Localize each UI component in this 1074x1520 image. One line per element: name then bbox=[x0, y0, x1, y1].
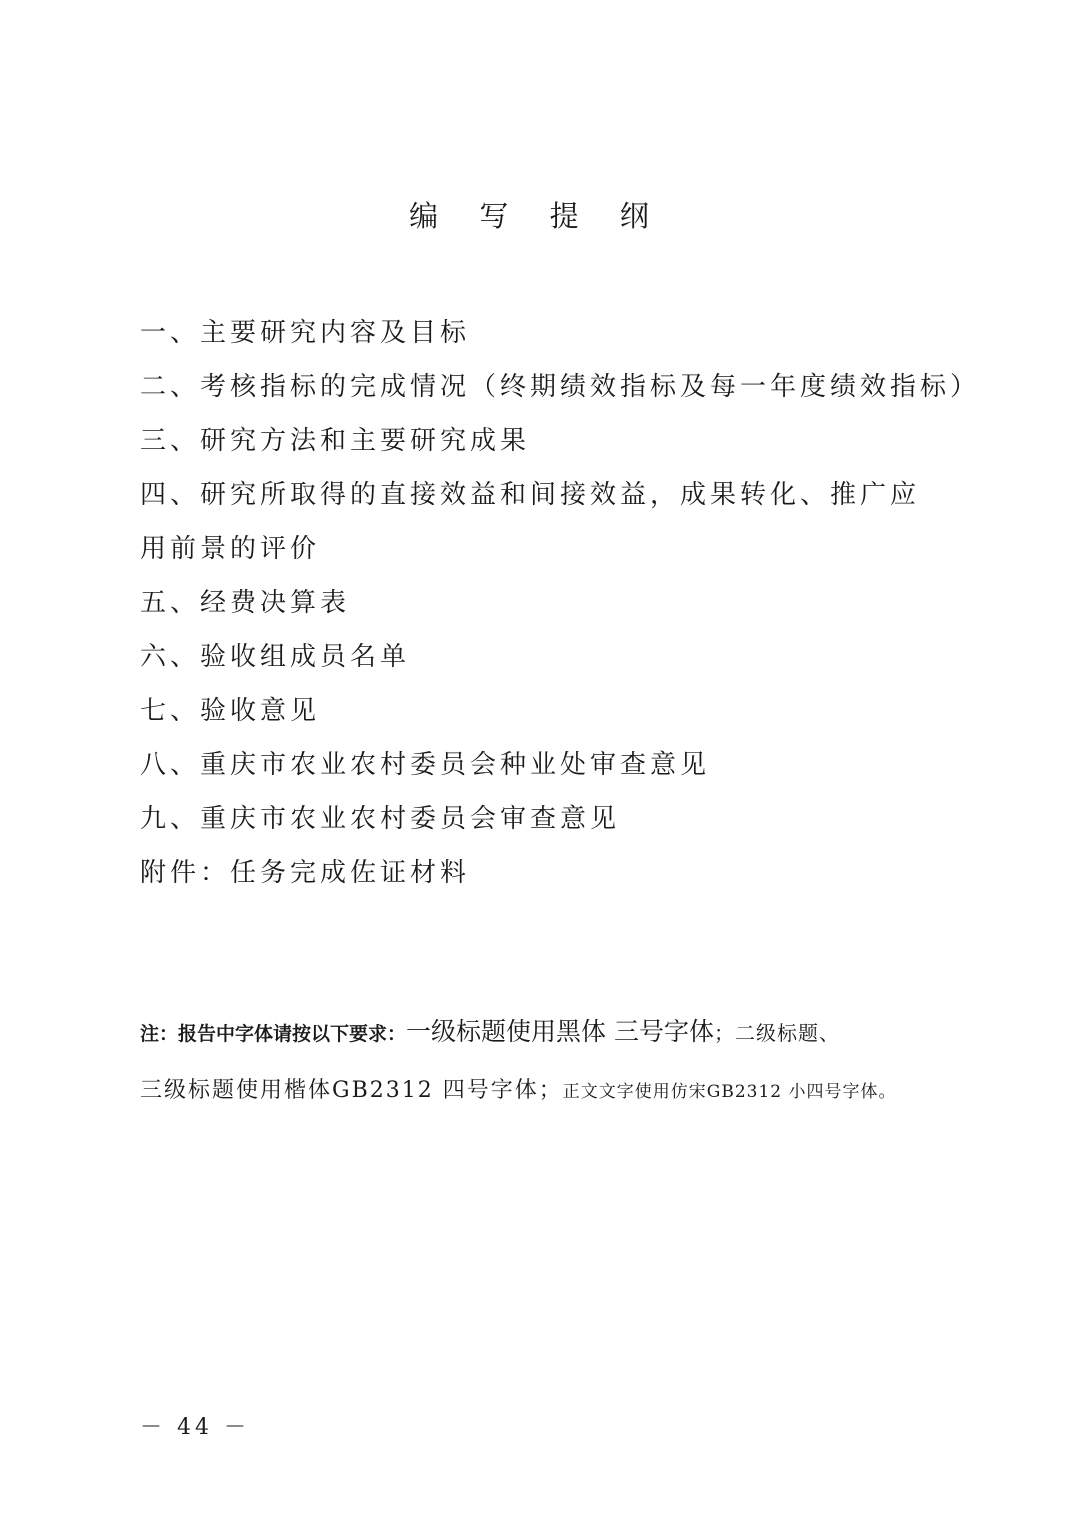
outline-item-1: 一、主要研究内容及目标 bbox=[140, 318, 471, 348]
note-separator-2: ； bbox=[538, 1078, 563, 1103]
outline-item-7: 七、验收意见 bbox=[140, 696, 321, 726]
outline-item-5: 五、经费决算表 bbox=[140, 588, 351, 618]
note-level1-requirement: 一级标题使用黑体 三号字体 bbox=[406, 1017, 714, 1046]
font-requirements-note bbox=[140, 1004, 940, 1120]
note-level3-requirement: 三级标题使用楷体GB2312 四号字体 bbox=[140, 1078, 539, 1103]
document-title: 编 写 提 纲 bbox=[409, 199, 665, 233]
outline-item-9: 九、重庆市农业农村委员会审查意见 bbox=[140, 804, 621, 834]
note-body-requirement: 正文文字使用仿宋GB2312 小四号字体。 bbox=[562, 1082, 897, 1102]
page-number: － 44 － bbox=[140, 1415, 250, 1440]
outline-item-8: 八、重庆市农业农村委员会种业处审查意见 bbox=[140, 750, 711, 780]
note-label: 注：报告中字体请按以下要求： bbox=[140, 1023, 407, 1045]
outline-item-2: 二、考核指标的完成情况（终期绩效指标及每一年度绩效指标） bbox=[140, 372, 981, 402]
outline-item-6: 六、验收组成员名单 bbox=[140, 642, 411, 672]
note-separator-1: ； bbox=[713, 1021, 735, 1045]
note-level2-heading: 二级标题、 bbox=[734, 1021, 840, 1045]
outline-item-attachment: 附件：任务完成佐证材料 bbox=[140, 858, 471, 888]
outline-item-4: 四、研究所取得的直接效益和间接效益，成果转化、推广应用前景的评价 bbox=[140, 480, 921, 564]
outline-list bbox=[140, 306, 981, 900]
outline-item-3: 三、研究方法和主要研究成果 bbox=[140, 426, 531, 456]
